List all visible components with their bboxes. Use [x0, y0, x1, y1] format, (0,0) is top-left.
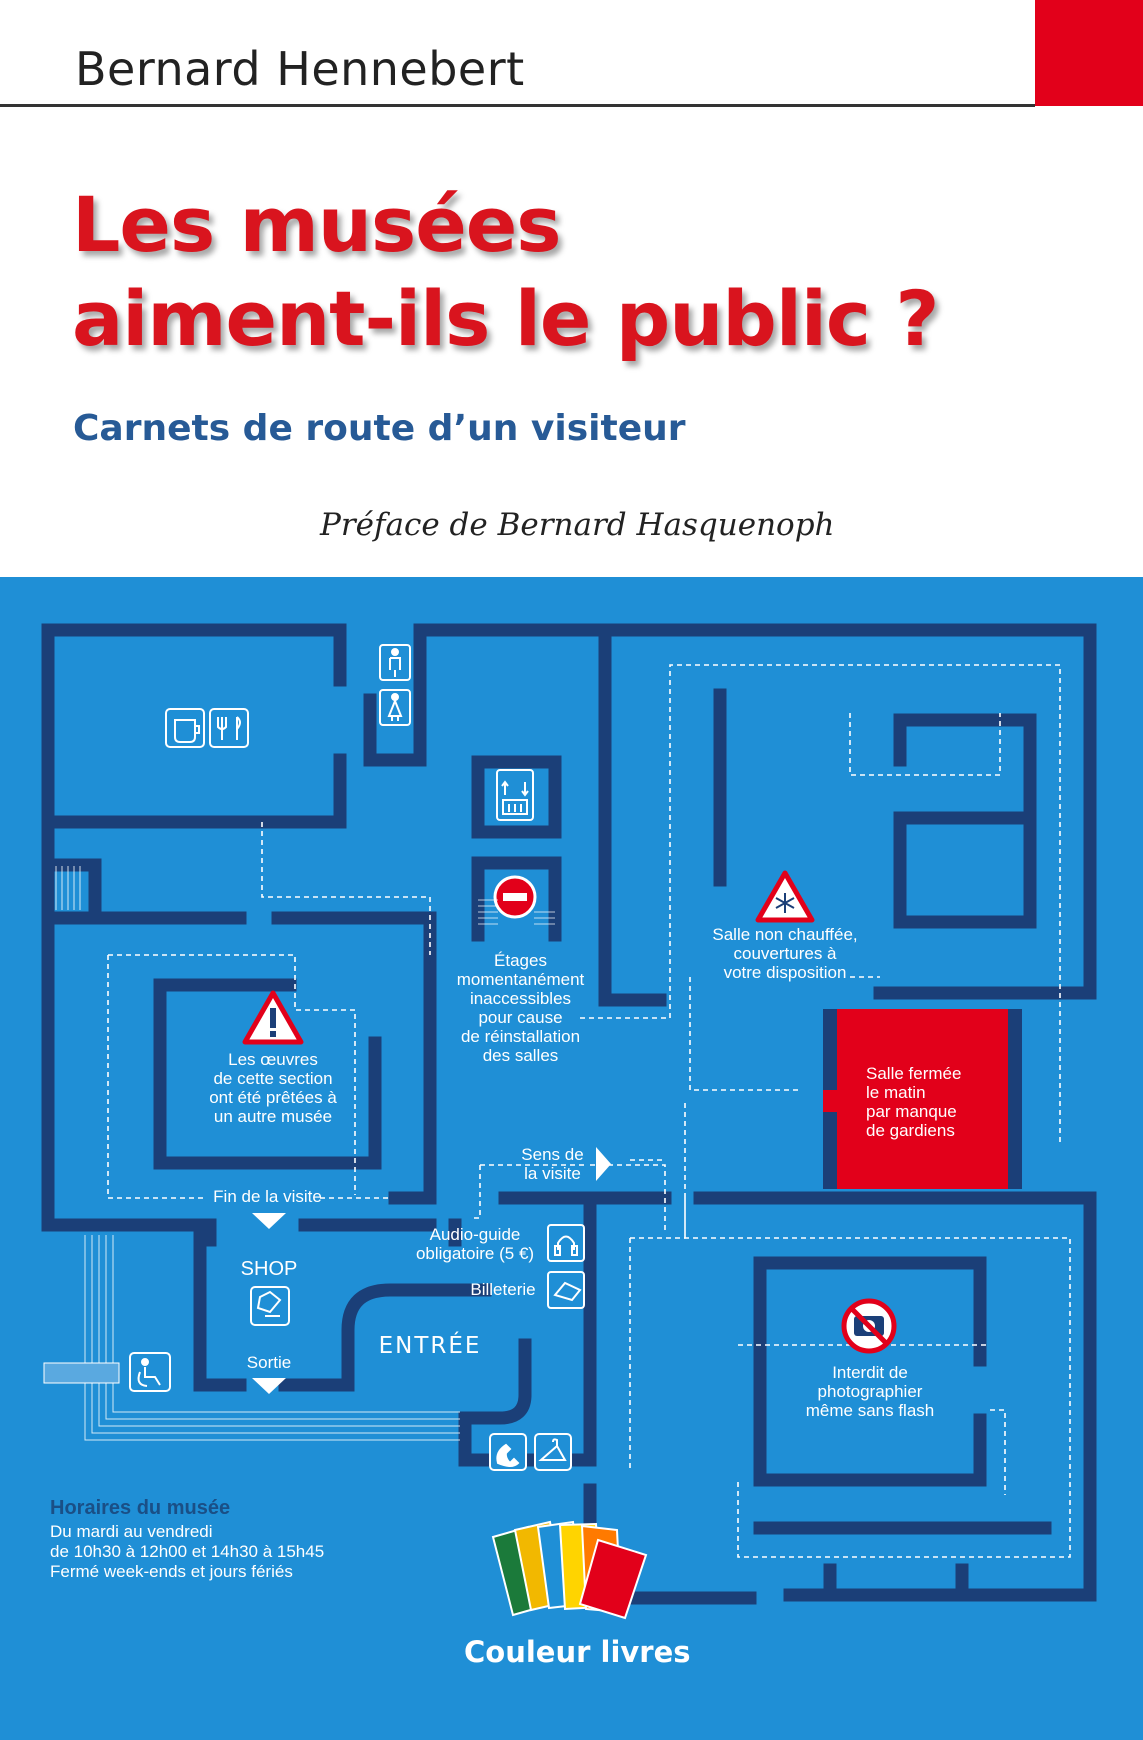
no-camera-icon [844, 1301, 894, 1351]
label-audio-guide: Audio-guide obligatoire (5 €) [415, 1225, 535, 1263]
no-entry-icon [478, 877, 555, 924]
label-etages: Étages momentanément inaccessibles pour cause de réinstallation des salles [456, 951, 585, 1065]
label-fin-visite: Fin de la visite [213, 1187, 322, 1206]
label-shop: SHOP [240, 1258, 298, 1280]
label-entree: ENTRÉE [378, 1333, 482, 1359]
top-rule [0, 104, 1035, 107]
subtitle: Carnets de route d’un visiteur [73, 408, 686, 449]
hours-text: Du mardi au vendredi de 10h30 à 12h00 et 14h30 à 15h45 Fermé week-ends et jours fériés [50, 1522, 325, 1581]
warning-icon [245, 993, 301, 1042]
snow-warning-icon [758, 873, 812, 920]
label-interdit-photo: Interdit de photographier même sans flash [805, 1363, 935, 1420]
label-sortie: Sortie [246, 1353, 292, 1372]
restaurant-icon [210, 709, 248, 747]
red-corner-tab [1035, 0, 1143, 106]
label-salle-non-chauffee: Salle non chauffée, couvertures à votre disposition [712, 925, 858, 982]
label-billeterie: Billeterie [470, 1280, 536, 1299]
book-title [72, 178, 939, 366]
wheelchair-icon [130, 1353, 170, 1391]
headphones-icon [548, 1225, 584, 1261]
publisher-name: Couleur livres [464, 1635, 691, 1669]
title-line-1: Les musées [72, 180, 561, 269]
label-sens-visite: Sens de la visite [521, 1145, 584, 1183]
preface-line: Préface de Bernard Hasquenoph [320, 507, 835, 543]
title-line-2: aiment-ils le public ? [72, 274, 939, 363]
label-oeuvres-pretees: Les œuvres de cette section ont été prêtées à un autre musée [209, 1050, 337, 1126]
hours-title: Horaires du musée [50, 1497, 231, 1519]
author-name: Bernard Hennebert [75, 42, 525, 96]
label-salle-fermee: Salle fermée le matin par manque de gardiens [866, 1064, 962, 1140]
books-logo-icon [493, 1522, 646, 1618]
